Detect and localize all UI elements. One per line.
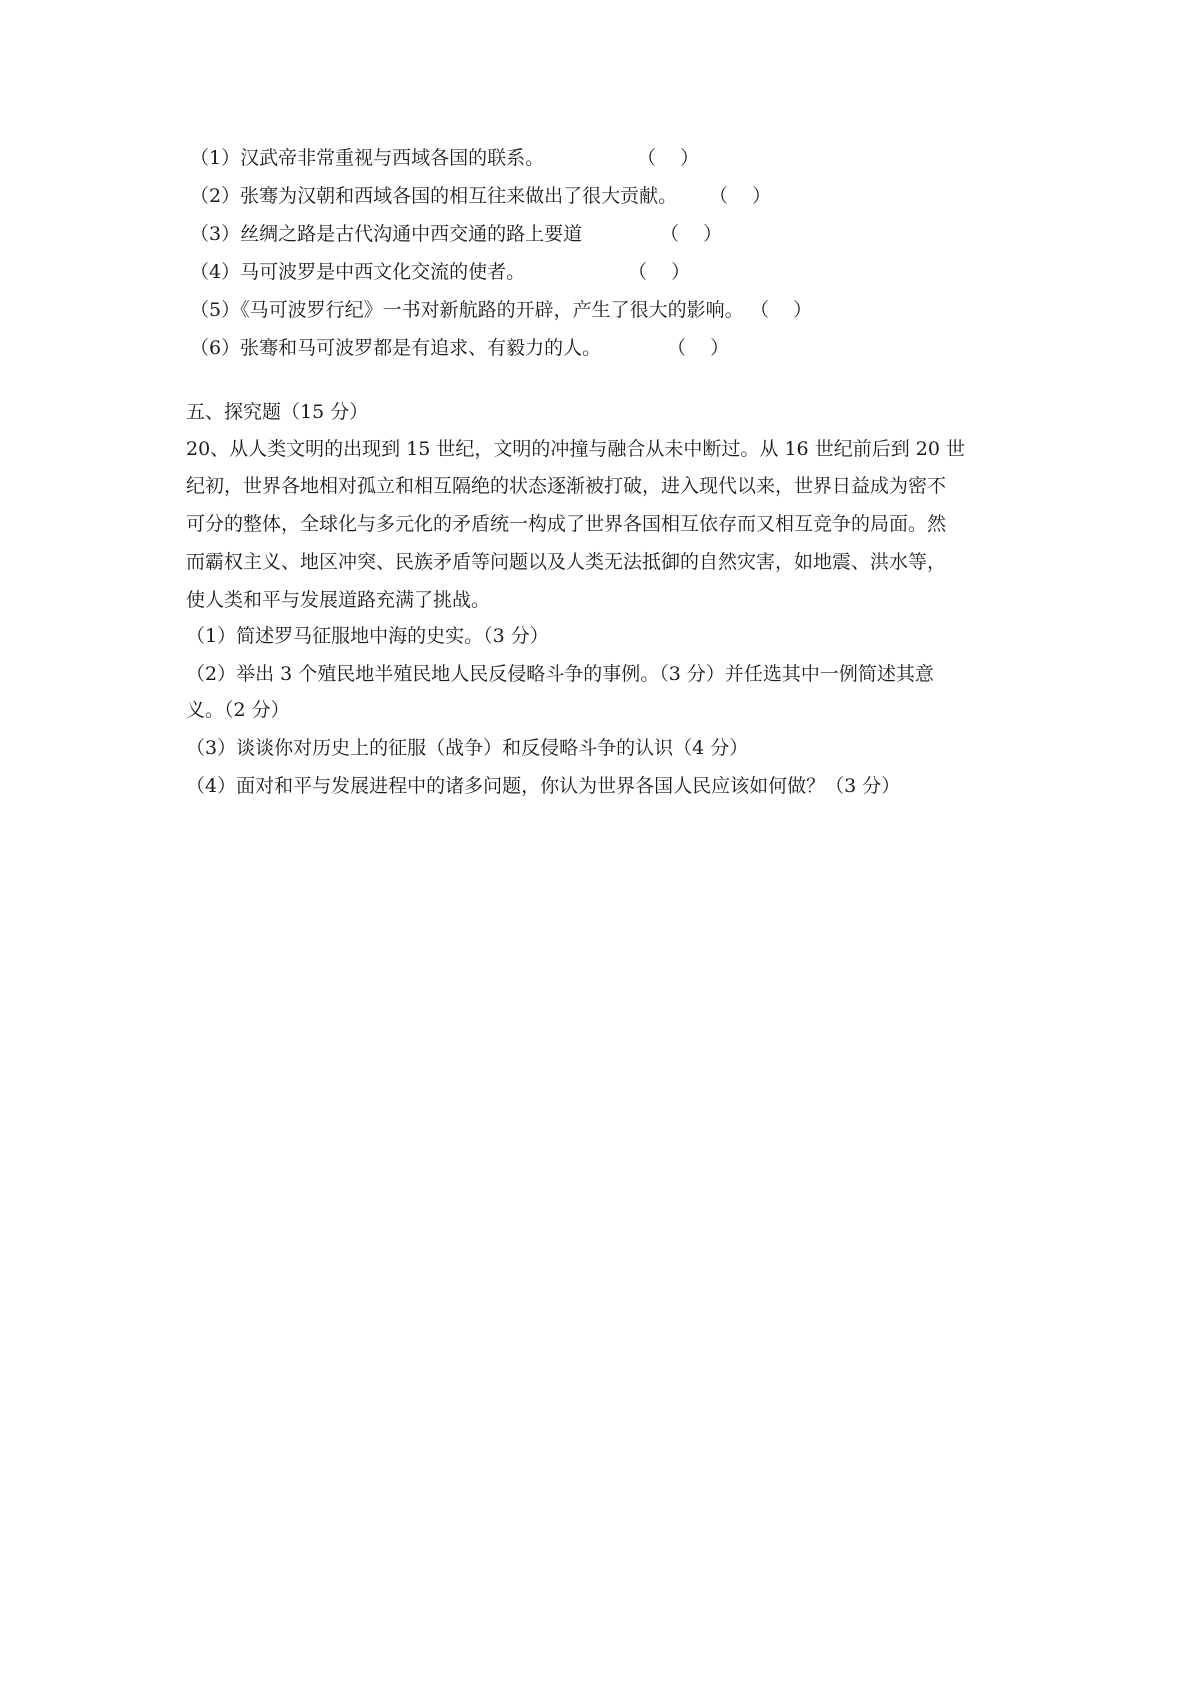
true-false-item xyxy=(190,298,813,322)
true-false-item xyxy=(190,336,730,360)
answer-blank: （ ） xyxy=(709,185,772,207)
sub-question: （4）面对和平与发展进程中的诸多问题，你认为世界各国人民应该如何做？（3 分） xyxy=(186,775,901,797)
question-line: 可分的整体，全球化与多元化的矛盾统一构成了世界各国相互依存而又相互竞争的局面。然 xyxy=(186,513,947,535)
answer-blank: （ ） xyxy=(750,299,813,321)
question-line: 使人类和平与发展道路充满了挑战。 xyxy=(186,589,491,611)
answer-blank: （ ） xyxy=(637,147,700,169)
question-line: 20、从人类文明的出现到 15 世纪，文明的冲撞与融合从未中断过。从 16 世纪前后到 20 世 xyxy=(186,438,965,460)
true-false-item xyxy=(190,146,700,170)
true-false-item xyxy=(190,222,723,246)
answer-blank: （ ） xyxy=(667,337,730,359)
answer-blank: （ ） xyxy=(628,261,691,283)
item-text: （2）张骞为汉朝和西域各国的相互往来做出了很大贡献。 xyxy=(190,185,678,207)
answer-blank: （ ） xyxy=(660,223,723,245)
item-text: （4）马可波罗是中西文化交流的使者。 xyxy=(190,261,526,283)
sub-question-continuation: 义。（2 分） xyxy=(186,699,290,721)
item-text: （6）张骞和马可波罗都是有追求、有毅力的人。 xyxy=(190,337,602,359)
item-text: （5）《马可波罗行纪》一书对新航路的开辟，产生了很大的影响。 xyxy=(190,299,744,321)
section-title: 五、探究题（15 分） xyxy=(186,401,369,423)
item-text: （1）汉武帝非常重视与西域各国的联系。 xyxy=(190,147,545,169)
sub-question: （1）简述罗马征服地中海的史实。（3 分） xyxy=(186,625,549,647)
question-line: 而霸权主义、地区冲突、民族矛盾等问题以及人类无法抵御的自然灾害，如地震、洪水等， xyxy=(186,551,947,573)
sub-question: （3）谈谈你对历史上的征服（战争）和反侵略斗争的认识（4 分） xyxy=(186,737,749,759)
question-line: 纪初，世界各地相对孤立和相互隔绝的状态逐渐被打破，进入现代以来，世界日益成为密不 xyxy=(186,475,947,497)
item-text: （3）丝绸之路是古代沟通中西交通的路上要道 xyxy=(190,223,583,245)
sub-question: （2）举出 3 个殖民地半殖民地人民反侵略斗争的事例。（3 分）并任选其中一例简述其意 xyxy=(186,663,934,685)
true-false-item xyxy=(190,184,772,208)
true-false-item xyxy=(190,260,691,284)
